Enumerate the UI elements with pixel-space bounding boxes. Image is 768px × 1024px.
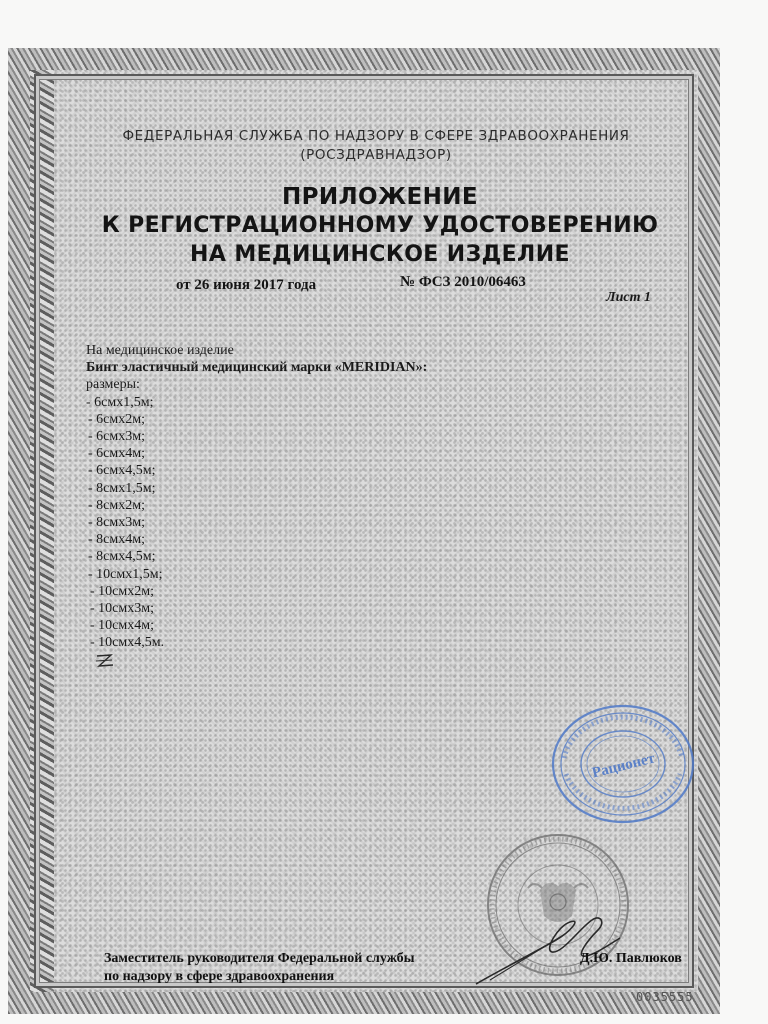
end-of-list-mark [94, 652, 116, 672]
agency-abbreviation: (РОСЗДРАВНАДЗОР) [300, 147, 452, 163]
serial-number: 0035555 [636, 990, 694, 1004]
size-item: - 8смх4м; [88, 532, 145, 548]
stamp-text: Рационет [590, 750, 657, 782]
size-item: - 10смх1,5м; [88, 566, 163, 582]
sizes-list [86, 394, 427, 652]
document-title: ПРИЛОЖЕНИЕ [281, 184, 479, 210]
signatory-title [104, 950, 415, 986]
size-item: - 10смх3м; [90, 601, 154, 617]
size-item: - 6смх2м; [88, 411, 145, 427]
sizes-label: размеры: [86, 377, 140, 393]
device-name: Бинт эластичный медицинский марки «MERIDIAN»: [86, 360, 428, 376]
size-item: - 8смх1,5м; [88, 480, 156, 496]
size-item: - 10смх2м; [90, 583, 154, 599]
signatory-title-line2: по надзору в сфере здравоохранения [104, 969, 335, 984]
signatory-title-line1: Заместитель руководителя Федеральной службы [104, 951, 415, 966]
signatory-name: Д.Ю. Павлюков [580, 951, 682, 966]
size-item: - 10смх4,5м. [90, 635, 165, 651]
size-item: - 8смх2м; [88, 497, 145, 513]
company-stamp [548, 700, 698, 828]
sheet-number: Лист 1 [606, 290, 651, 305]
size-item: - 6смх4м; [88, 446, 145, 462]
registration-number: № ФСЗ 2010/06463 [400, 274, 526, 290]
document-subtitle-1: К РЕГИСТРАЦИОННОМУ УДОСТОВЕРЕНИЮ [101, 213, 659, 238]
size-item: - 8смх4,5м; [88, 549, 156, 565]
size-item: - 6смх1,5м; [86, 394, 154, 410]
size-item: - 10смх4м; [90, 618, 154, 634]
device-intro: На медицинское изделие [86, 343, 234, 358]
registration-date: от 26 июня 2017 года [176, 277, 317, 293]
device-description [86, 342, 427, 652]
size-item: - 6смх3м; [88, 429, 145, 445]
size-item: - 8смх3м; [88, 515, 145, 531]
document-subtitle-2: НА МЕДИЦИНСКОЕ ИЗДЕЛИЕ [190, 242, 570, 267]
size-item: - 6смх4,5м; [88, 463, 156, 479]
agency-name: ФЕДЕРАЛЬНАЯ СЛУЖБА ПО НАДЗОРУ В СФЕРЕ ЗДРАВООХРАНЕНИЯ [122, 128, 630, 144]
signature [470, 900, 630, 990]
